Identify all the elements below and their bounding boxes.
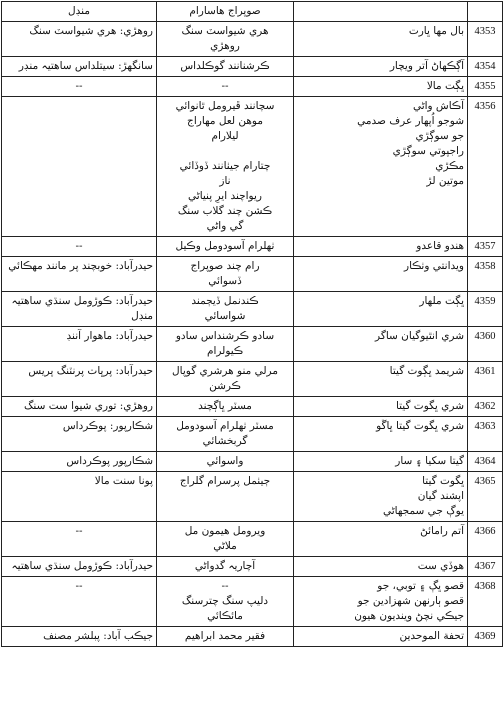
author-cell [157, 22, 294, 57]
title-cell-line: هندو قاعدو [416, 240, 464, 252]
header-author: صوپراج هاسارام [157, 2, 294, 22]
table-row [2, 237, 503, 257]
author-cell-line: سادو ڪرشنداس سادو [175, 330, 275, 342]
publisher-cell [2, 362, 157, 397]
title-cell-line: قصو ڀڳ ۽ توبي، جو [377, 580, 464, 592]
title-cell-line: يوڳ جي سمجهاڻي [382, 505, 464, 517]
table-row [2, 77, 503, 97]
author-cell-line: ملاڻي [213, 540, 237, 552]
publisher-cell-line: شڪارپور: پوڪرداس [62, 420, 153, 432]
author-cell-line: مائڪائي [207, 610, 243, 622]
title-cell [294, 577, 468, 627]
publisher-cell-line: حيدرآباد: پرڀات پرنٽنگ پريس [28, 365, 153, 377]
entry-number: 4356 [468, 97, 503, 237]
author-cell [157, 292, 294, 327]
author-cell [157, 452, 294, 472]
table-row [2, 522, 503, 557]
table-row [2, 472, 503, 522]
table-row [2, 627, 503, 647]
title-cell [294, 522, 468, 557]
publisher-cell-line: سانگهڙ: سيتلداس ساهتيہ منڊر [18, 60, 153, 72]
publisher-cell [2, 417, 157, 452]
entry-number: 4354 [468, 57, 503, 77]
author-cell-line: واسوائي [206, 455, 244, 467]
publisher-cell [2, 327, 157, 362]
publisher-cell-line: روهڙي: توري شيوا ست سنگ [24, 400, 153, 412]
author-cell-line: آچاريہ گدواڻي [194, 560, 256, 572]
author-cell-line: ليلارام [211, 130, 239, 142]
table-row [2, 257, 503, 292]
publisher-cell [2, 577, 157, 627]
title-cell-line: تحفة الموحدين [399, 630, 464, 642]
title-cell [294, 327, 468, 362]
entry-number: 4360 [468, 327, 503, 362]
author-cell-line: سچانند ڦيرومل ٿانوائي [175, 100, 275, 112]
author-cell [157, 557, 294, 577]
catalogue-table [1, 1, 503, 647]
title-cell-line: موتين لڙ [426, 175, 464, 187]
author-cell-line: مسٽر ڀاڳچند [198, 400, 252, 412]
author-cell [157, 77, 294, 97]
author-cell-line: ڪيولرام [206, 345, 244, 357]
title-cell-line: جيڪي نچڻ وينديون هيون [354, 610, 464, 622]
author-cell-line: رام چند صوپراج [190, 260, 260, 272]
author-cell [157, 397, 294, 417]
author-cell-line: -- [221, 80, 229, 92]
title-cell-line: ويدانتي وٺڪار [404, 260, 464, 272]
author-cell-line: ناز [219, 175, 231, 187]
publisher-cell-line: حيدرآباد: ڪوڙومل سنڌي ساهتيہ [11, 560, 153, 572]
entry-number: 4367 [468, 557, 503, 577]
title-cell-line: شوجو اُپهار عرف صدمي [357, 115, 464, 127]
title-cell [294, 257, 468, 292]
title-cell-line: شري ڀگوت گيتا [395, 400, 464, 412]
publisher-cell [2, 627, 157, 647]
author-cell-line: ڪرشن [209, 380, 241, 392]
author-cell [157, 237, 294, 257]
title-cell-line: ڀڳت ملهار [419, 295, 464, 307]
entry-number: 4363 [468, 417, 503, 452]
author-cell-line: چتارام جيٺانند ڏوڏائي [179, 160, 271, 172]
header-num [468, 2, 503, 22]
title-cell [294, 362, 468, 397]
publisher-cell [2, 237, 157, 257]
entry-number: 4368 [468, 577, 503, 627]
author-cell-line: مسٽر ٺهلرام آسودومل [176, 420, 274, 432]
author-cell-line: موهن لعل مهاراج [187, 115, 263, 127]
publisher-cell-line: شڪارپور پوڪرداس [66, 455, 153, 467]
publisher-cell [2, 22, 157, 57]
title-cell-line: شريمد ڀڳوت گيتا [389, 365, 464, 377]
table-row [2, 57, 503, 77]
author-cell [157, 257, 294, 292]
publisher-cell [2, 257, 157, 292]
author-cell [157, 627, 294, 647]
publisher-cell [2, 292, 157, 327]
publisher-cell [2, 57, 157, 77]
title-cell [294, 627, 468, 647]
publisher-cell-line: -- [75, 240, 83, 252]
author-cell-line: ڪشن چند گلاب سنگ [177, 205, 273, 217]
entry-number: 4357 [468, 237, 503, 257]
author-cell-line: ويرومل هيمون مل [184, 525, 266, 537]
title-cell-line: شري ڀگوت گيتا ڀاڱو [376, 420, 464, 432]
title-cell-line: آتم رامائڻ [420, 525, 464, 537]
entry-number: 4365 [468, 472, 503, 522]
entry-number: 4353 [468, 22, 503, 57]
author-cell-line: مرلي منو هرشري گوپال [172, 365, 278, 377]
publisher-cell [2, 397, 157, 417]
title-cell [294, 417, 468, 452]
publisher-cell-line: منڊل [131, 310, 153, 322]
title-cell [294, 57, 468, 77]
author-cell-line: دليپ سنگ چترسنگ [181, 595, 269, 607]
author-cell-line: ڪرشنانند گوڪلداس [180, 60, 270, 72]
title-cell-line: شري انٿيوگيان ساگر [375, 330, 464, 342]
author-cell-line: ڄيٺمل پرسرام گلراج [179, 475, 271, 487]
publisher-cell [2, 452, 157, 472]
publisher-cell-line: حيدرآباد: ماهوار آننڊ [66, 330, 153, 342]
entry-number: 4366 [468, 522, 503, 557]
title-cell-line: راجپوتي سوڳڙي [392, 145, 464, 157]
author-cell [157, 362, 294, 397]
publisher-cell-line: روهڙي: هري شيواسٽ سنگ [29, 25, 153, 37]
table-row [2, 397, 503, 417]
title-cell-line: ڀگوت گيتا [422, 475, 464, 487]
entry-number: 4359 [468, 292, 503, 327]
publisher-cell [2, 77, 157, 97]
title-cell [294, 292, 468, 327]
author-cell [157, 522, 294, 557]
title-cell [294, 237, 468, 257]
table-row [2, 327, 503, 362]
table-row [2, 577, 503, 627]
title-cell [294, 77, 468, 97]
title-cell-line: مڪڙي [435, 160, 464, 172]
author-cell-line: هري شيواسٽ سنگ [181, 25, 269, 37]
title-cell [294, 22, 468, 57]
header-row [2, 2, 503, 22]
entry-number: 4362 [468, 397, 503, 417]
author-cell-line [160, 144, 290, 159]
title-cell-line: بال مها ڀارت [408, 25, 464, 37]
author-cell [157, 577, 294, 627]
publisher-cell-line: حيدرآباد: خوبچند پر مانند مهڪائي [8, 260, 153, 272]
author-cell-line: گي واڻي [206, 220, 244, 232]
title-cell-line: ڀڳت مالا [426, 80, 464, 92]
author-cell [157, 472, 294, 522]
table-row [2, 417, 503, 452]
publisher-cell [2, 522, 157, 557]
title-cell-line: قصو ٻارنهن شهزادين جو [357, 595, 464, 607]
author-cell-line: ٺهلرام آسودومل وڪيل [175, 240, 275, 252]
publisher-cell [2, 97, 157, 237]
publisher-cell-line: جيڪب آباد: پبلشر مصنف [43, 630, 153, 642]
publisher-cell-line: حيدرآباد: ڪوڙومل سنڌي ساهتيہ [11, 295, 153, 307]
author-cell-line: -- [221, 580, 229, 592]
table-row [2, 452, 503, 472]
title-cell-line: هوڏي ست [417, 560, 464, 572]
author-cell-line: شواسائي [204, 310, 246, 322]
table-row [2, 557, 503, 577]
title-cell [294, 452, 468, 472]
publisher-cell [2, 557, 157, 577]
author-cell-line: گربخشائي [202, 435, 248, 447]
author-cell-line: روهڙي [210, 40, 240, 52]
title-cell [294, 557, 468, 577]
entry-number: 4355 [468, 77, 503, 97]
publisher-cell-line: -- [75, 580, 83, 592]
title-cell-line: جو سوڳڙي [415, 130, 464, 142]
header-title [294, 2, 468, 22]
publisher-cell-line: -- [75, 525, 83, 537]
author-cell [157, 327, 294, 362]
title-cell-line: گيتا سکيا ۽ سار [395, 455, 464, 467]
title-cell-line: آڳڪهاڻ آتر ويچار [389, 60, 464, 72]
title-cell [294, 97, 468, 237]
publisher-cell [2, 472, 157, 522]
table-row [2, 22, 503, 57]
table-row [2, 292, 503, 327]
publisher-cell-line: پونا سنت مالا [94, 475, 153, 487]
author-cell-line: ڏسوائي [208, 275, 242, 287]
author-cell [157, 97, 294, 237]
table-row [2, 97, 503, 237]
entry-number: 4358 [468, 257, 503, 292]
header-publisher: منڊل [2, 2, 157, 22]
publisher-cell-line: -- [75, 80, 83, 92]
author-cell-line: ريواچند ايرِ پنياڻي [188, 190, 262, 202]
author-cell-line: ڪندنمل ڏيڄمند [191, 295, 259, 307]
title-cell [294, 397, 468, 417]
title-cell [294, 472, 468, 522]
entry-number: 4369 [468, 627, 503, 647]
table-row [2, 362, 503, 397]
title-cell-line: اپشند گيان [417, 490, 464, 502]
title-cell-line: آڪاش واڻي [412, 100, 464, 112]
author-cell [157, 57, 294, 77]
author-cell [157, 417, 294, 452]
author-cell-line: فقير محمد ابراهيم [184, 630, 266, 642]
entry-number: 4364 [468, 452, 503, 472]
entry-number: 4361 [468, 362, 503, 397]
